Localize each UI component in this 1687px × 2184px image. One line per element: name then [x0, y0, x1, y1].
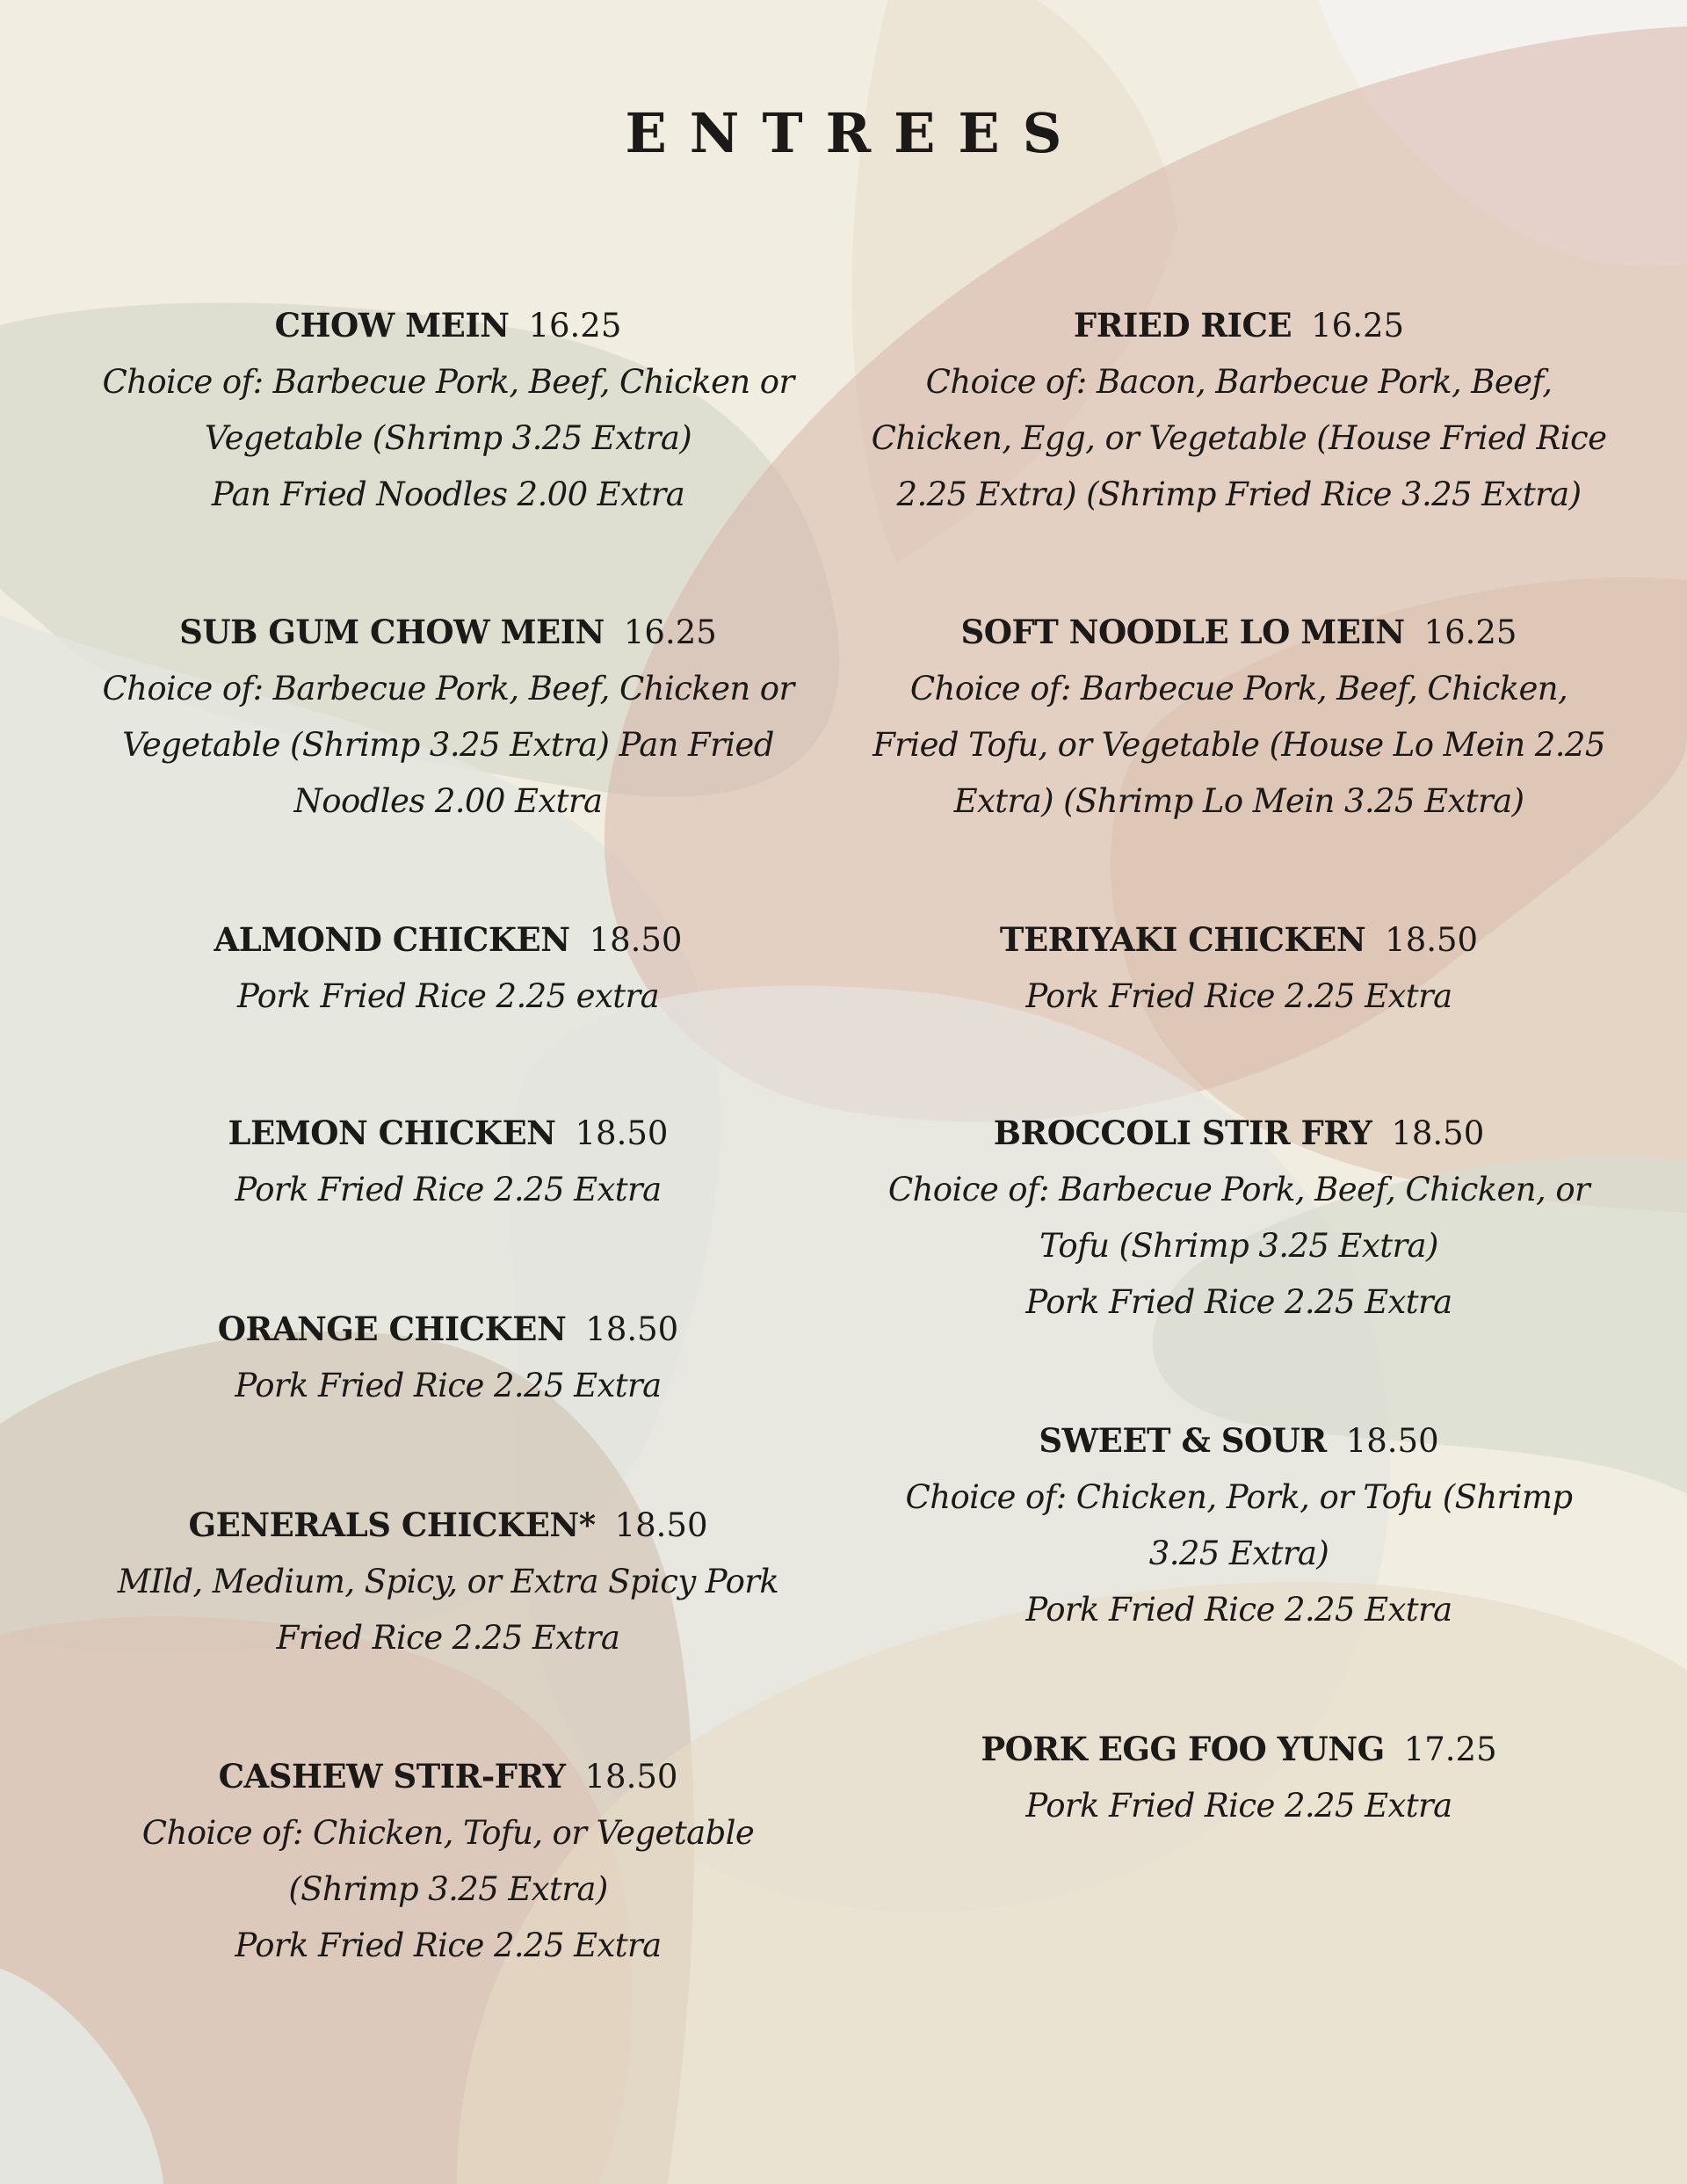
item-price: 18.50	[614, 1506, 708, 1544]
item-description: Choice of: Chicken, Tofu, or Vegetable	[141, 1814, 755, 1852]
item-description: MIld, Medium, Spicy, or Extra Spicy Pork	[117, 1563, 779, 1600]
item-name: TERIYAKI CHICKEN	[999, 920, 1366, 959]
item-description: Noodles 2.00 Extra	[293, 782, 603, 820]
item-name: BROCCOLI STIR FRY	[993, 1114, 1372, 1152]
item-price: 18.50	[589, 921, 683, 959]
item-description: Extra) (Shrimp Lo Mein 3.25 Extra)	[953, 782, 1524, 820]
item-description: Choice of: Bacon, Barbecue Pork, Beef,	[925, 363, 1553, 401]
item-description: Pork Fried Rice 2.25 Extra	[1025, 977, 1452, 1015]
item-description: Fried Rice 2.25 Extra	[276, 1619, 620, 1657]
menu-item	[62, 297, 835, 523]
item-name: GENERALS CHICKEN*	[188, 1506, 596, 1544]
item-description: Vegetable (Shrimp 3.25 Extra) Pan Fried	[122, 726, 774, 764]
item-name: ORANGE CHICKEN	[217, 1310, 567, 1348]
item-price: 16.25	[1423, 613, 1517, 651]
item-price: 16.25	[528, 307, 622, 345]
item-name: SOFT NOODLE LO MEIN	[960, 613, 1405, 651]
item-description: Pork Fried Rice 2.25 Extra	[235, 1367, 662, 1404]
item-description: 3.25 Extra)	[1148, 1535, 1329, 1572]
menu-item	[62, 1105, 835, 1218]
item-description: 2.25 Extra) (Shrimp Fried Rice 3.25 Extra)	[896, 475, 1582, 513]
menu-item	[852, 1412, 1625, 1638]
item-name: LEMON CHICKEN	[228, 1114, 556, 1152]
item-name: SUB GUM CHOW MEIN	[179, 613, 605, 651]
item-price: 17.25	[1403, 1731, 1497, 1768]
item-price: 18.50	[1391, 1114, 1485, 1152]
item-description: Pork Fried Rice 2.25 Extra	[1025, 1591, 1452, 1629]
item-name: ALMOND CHICKEN	[214, 920, 570, 959]
item-price: 18.50	[1385, 921, 1479, 959]
item-description: Choice of: Barbecue Pork, Beef, Chicken or	[102, 670, 794, 707]
item-description: Choice of: Chicken, Pork, or Tofu (Shrimp	[905, 1478, 1573, 1516]
item-description: Choice of: Barbecue Pork, Beef, Chicken,	[909, 670, 1568, 707]
item-description: Pork Fried Rice 2.25 Extra	[235, 1171, 662, 1208]
menu-item	[62, 1301, 835, 1414]
item-name: CASHEW STIR-FRY	[218, 1757, 566, 1796]
menu-item	[62, 1497, 835, 1666]
item-price: 18.50	[585, 1310, 679, 1348]
item-description: Pan Fried Noodles 2.00 Extra	[211, 475, 685, 513]
menu-item	[62, 604, 835, 830]
item-price: 16.25	[1311, 307, 1405, 345]
item-description: Pork Fried Rice 2.25 Extra	[235, 1926, 662, 1964]
menu-column-right	[852, 0, 1625, 2184]
item-price: 18.50	[584, 1758, 678, 1796]
item-name: CHOW MEIN	[274, 306, 510, 345]
menu-item	[852, 297, 1625, 523]
item-price: 18.50	[575, 1114, 669, 1152]
item-price: 18.50	[1345, 1422, 1439, 1460]
item-name: SWEET & SOUR	[1039, 1421, 1327, 1460]
menu-item	[852, 911, 1625, 1025]
item-name: PORK EGG FOO YUNG	[981, 1730, 1385, 1768]
item-description: Tofu (Shrimp 3.25 Extra)	[1039, 1227, 1438, 1265]
menu-item	[852, 1105, 1625, 1331]
item-price: 16.25	[623, 613, 717, 651]
menu-item	[852, 1721, 1625, 1834]
item-description: Pork Fried Rice 2.25 Extra	[1025, 1283, 1452, 1321]
item-name: FRIED RICE	[1073, 306, 1292, 345]
page-title: ENTREES	[625, 101, 1085, 165]
menu-item	[62, 911, 835, 1025]
menu-item	[62, 1748, 835, 1974]
item-description: Fried Tofu, or Vegetable (House Lo Mein 2.25	[872, 726, 1605, 764]
item-description: Choice of: Barbecue Pork, Beef, Chicken, or	[887, 1171, 1590, 1208]
item-description: Chicken, Egg, or Vegetable (House Fried Rice	[871, 419, 1607, 457]
item-description: Pork Fried Rice 2.25 Extra	[1025, 1787, 1452, 1825]
item-description: (Shrimp 3.25 Extra)	[288, 1870, 608, 1908]
item-description: Pork Fried Rice 2.25 extra	[236, 977, 660, 1015]
item-description: Choice of: Barbecue Pork, Beef, Chicken or	[102, 363, 794, 401]
menu-item	[852, 604, 1625, 830]
item-description: Vegetable (Shrimp 3.25 Extra)	[204, 419, 692, 457]
menu-column-left	[62, 0, 835, 2184]
